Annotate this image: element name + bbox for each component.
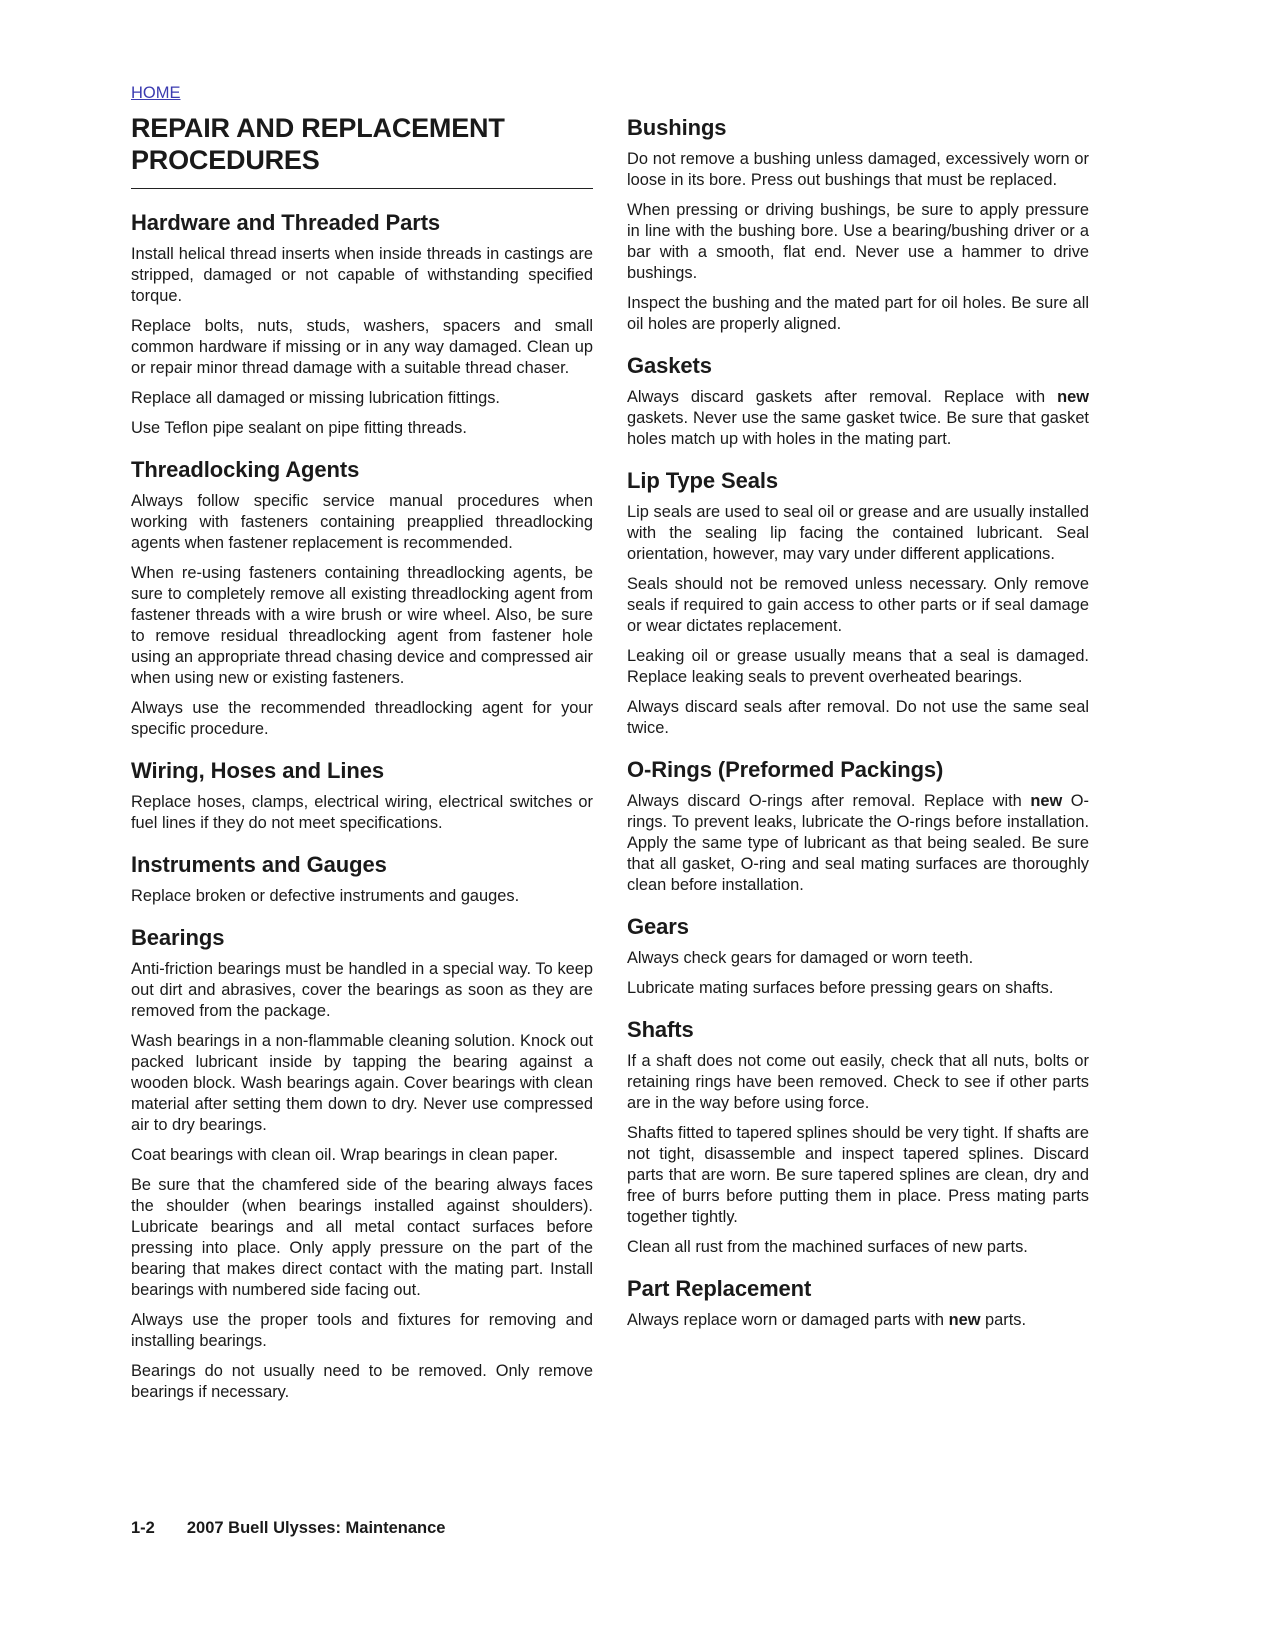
paragraph: Replace broken or defective instruments and gauges. <box>131 887 520 905</box>
section-gaskets <box>627 352 1089 450</box>
text-run: O-rings. To prevent leaks, lubricate the O-rings before installation. Apply the same type of lubricant as that being sealed. Be sure that all gasket, O-ring and seal mating surfaces are thoroughly clean before installation. <box>627 792 1090 894</box>
section-hardware <box>131 209 593 439</box>
section-wiring <box>131 757 593 834</box>
paragraph: Always follow specific service manual procedures when working with fasteners containing preapplied threadlocking agents when fastener replacement is recommended. <box>131 492 593 552</box>
paragraph: Inspect the bushing and the mated part for oil holes. Be sure all oil holes are properly aligned. <box>627 294 1089 333</box>
paragraph: Always discard seals after removal. Do not use the same seal twice. <box>627 698 1089 737</box>
section-shafts <box>627 1016 1089 1258</box>
paragraph: Replace bolts, nuts, studs, washers, spacers and small common hardware if missing or in any way damaged. Clean up or repair minor thread damage with a suitable thread chaser. <box>131 317 593 377</box>
paragraph: Bearings do not usually need to be removed. Only remove bearings if necessary. <box>131 1362 593 1401</box>
paragraph: Coat bearings with clean oil. Wrap bearings in clean paper. <box>131 1146 559 1164</box>
paragraph: When re-using fasteners containing threadlocking agents, be sure to completely remove all existing threadlocking agent from fastener threads with a wire brush or wire wheel. Also, be sure to remove residual threadlocking agent from fastener hole using an appropriate thread chasing device and compressed air when using new or existing fasteners. <box>131 564 593 687</box>
section-instruments <box>131 851 593 907</box>
paragraph: Clean all rust from the machined surfaces of new parts. <box>627 1238 1028 1256</box>
paragraph: Do not remove a bushing unless damaged, excessively worn or loose in its bore. Press out bushings that must be replaced. <box>627 150 1089 189</box>
paragraph: Be sure that the chamfered side of the bearing always faces the shoulder (when bearings installed against shoulders). Lubricate bearings and all metal contact surfaces before pressing into place. Only apply pressure on the part of the bearing that makes direct contact with the mating part. Install bearings with numbered side facing out. <box>131 1176 593 1299</box>
section-bearings <box>131 924 593 1403</box>
home-link[interactable]: HOME <box>131 84 181 102</box>
text-run: Always discard gaskets after removal. Replace with <box>627 388 1058 406</box>
section-heading: Part Replacement <box>627 1276 812 1301</box>
paragraph: Always use the recommended threadlocking agent for your specific procedure. <box>131 699 593 738</box>
section-heading: Bushings <box>627 115 727 140</box>
section-heading: Wiring, Hoses and Lines <box>131 758 384 783</box>
section-lip-seals <box>627 467 1089 739</box>
section-heading: Shafts <box>627 1017 694 1042</box>
section-heading: Threadlocking Agents <box>131 457 360 482</box>
section-gears <box>627 913 1089 999</box>
paragraph: Install helical thread inserts when inside threads in castings are stripped, damaged or not capable of withstanding specified torque. <box>131 245 593 305</box>
paragraph: Wash bearings in a non-flammable cleaning solution. Knock out packed lubricant inside by tapping the bearing against a wooden block. Wash bearings again. Cover bearings with clean material after setting them down to dry. Never use compressed air to dry bearings. <box>131 1032 593 1134</box>
section-orings <box>627 756 1089 896</box>
section-threadlocking <box>131 456 593 740</box>
section-heading: Instruments and Gauges <box>131 852 387 877</box>
chapter-title: REPAIR AND REPLACEMENT PROCEDURES <box>131 112 593 189</box>
page-footer <box>131 1519 445 1538</box>
text-run: Always replace worn or damaged parts with <box>627 1311 949 1329</box>
page-number: 1-2 <box>131 1519 155 1537</box>
section-heading: Bearings <box>131 925 225 950</box>
paragraph: Replace hoses, clamps, electrical wiring, electrical switches or fuel lines if they do not meet specifications. <box>131 793 593 832</box>
paragraph: When pressing or driving bushings, be sure to apply pressure in line with the bushing bore. Use a bearing/bushing driver or a bar with a smooth, flat end. Never use a hammer to drive bushings. <box>627 201 1089 282</box>
paragraph: Lip seals are used to seal oil or grease and are usually installed with the sealing lip facing the contained lubricant. Seal orientation, however, may vary under different applications. <box>627 503 1089 563</box>
text-run: parts. <box>980 1311 1027 1329</box>
paragraph: Lubricate mating surfaces before pressing gears on shafts. <box>627 979 1054 997</box>
section-part-replacement <box>627 1275 1089 1331</box>
section-heading: O-Rings (Preformed Packings) <box>627 757 944 782</box>
paragraph: Anti-friction bearings must be handled in a special way. To keep out dirt and abrasives, cover the bearings as soon as they are removed from the package. <box>131 960 593 1020</box>
bold-new: new <box>1030 792 1063 810</box>
paragraph <box>627 387 1089 450</box>
paragraph: Always use the proper tools and fixtures for removing and installing bearings. <box>131 1311 593 1350</box>
paragraph: Seals should not be removed unless necessary. Only remove seals if required to gain access to other parts or if seal damage or wear dictates replacement. <box>627 575 1089 635</box>
section-heading: Hardware and Threaded Parts <box>131 210 441 235</box>
section-heading: Gears <box>627 914 689 939</box>
paragraph: Shafts fitted to tapered splines should be very tight. If shafts are not tight, disassemble and inspect tapered splines. Discard parts that are worn. Be sure tapered splines are clean, dry and free of burrs before putting them in place. Press mating parts together tightly. <box>627 1124 1089 1226</box>
paragraph <box>627 1310 1089 1331</box>
paragraph: Leaking oil or grease usually means that a seal is damaged. Replace leaking seals to prevent overheated bearings. <box>627 647 1089 686</box>
section-heading: Lip Type Seals <box>627 468 779 493</box>
text-run: Always discard O-rings after removal. Replace with <box>627 792 1031 810</box>
paragraph: Always check gears for damaged or worn teeth. <box>627 949 974 967</box>
paragraph: Replace all damaged or missing lubrication fittings. <box>131 389 500 407</box>
text-run: gaskets. Never use the same gasket twice. Be sure that gasket holes match up with holes in the mating part. <box>627 409 1089 448</box>
left-column <box>131 84 593 1412</box>
section-heading: Gaskets <box>627 353 712 378</box>
paragraph: Use Teflon pipe sealant on pipe fitting threads. <box>131 419 467 437</box>
paragraph: If a shaft does not come out easily, check that all nuts, bolts or retaining rings have been removed. Check to see if other parts are in the way before using force. <box>627 1052 1089 1112</box>
right-column <box>627 114 1089 1340</box>
manual-title: 2007 Buell Ulysses: Maintenance <box>186 1519 446 1537</box>
bold-new: new <box>1057 388 1089 406</box>
section-bushings <box>627 114 1089 335</box>
paragraph <box>627 791 1089 896</box>
bold-new: new <box>948 1311 981 1329</box>
